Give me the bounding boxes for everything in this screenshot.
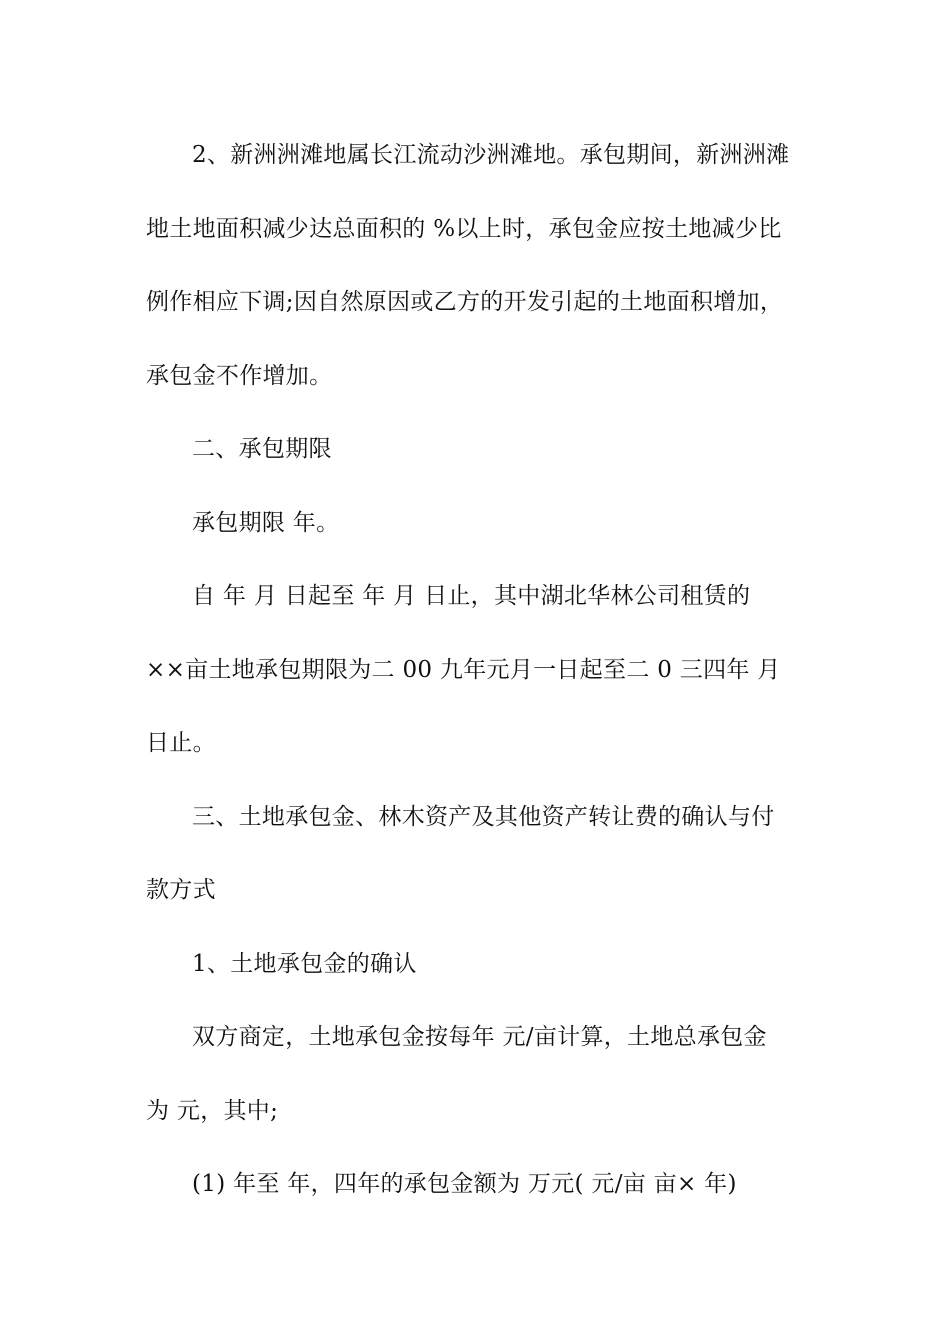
subheading-land-fee: 1、土地承包金的确认 [192,950,417,977]
text-line-6: 承包期限 年。 [192,509,340,536]
text-line-8: ××亩土地承包期限为二 00 九年元月一日起至二 0 三四年 月 [146,656,781,683]
text-line-15: (1) 年至 年，四年的承包金额为 万元( 元/亩 亩× 年) [192,1171,737,1197]
document-body [146,119,810,1222]
text-line-3: 例作相应下调;因自然原因或乙方的开发引起的土地面积增加， [146,289,784,315]
text-line-2: 地土地面积减少达总面积的 %以上时，承包金应按土地减少比 [146,215,782,242]
text-line-13: 双方商定，土地承包金按每年 元/亩计算，土地总承包金 [192,1024,767,1050]
text-line-7: 自 年 月 日起至 年 月 日止，其中湖北华林公司租赁的 [192,583,751,609]
text-line-1: 2、新洲洲滩地属长江流动沙洲滩地。承包期间，新洲洲滩 [192,142,790,168]
text-line-4: 承包金不作增加。 [146,362,333,389]
text-line-9: 日止。 [146,730,216,756]
text-line-14: 为 元，其中; [146,1097,279,1124]
section-heading-payment: 三、土地承包金、林木资产及其他资产转让费的确认与付 [192,803,775,830]
section-heading-term: 二、承包期限 [192,436,332,462]
text-line-11: 款方式 [146,877,216,903]
